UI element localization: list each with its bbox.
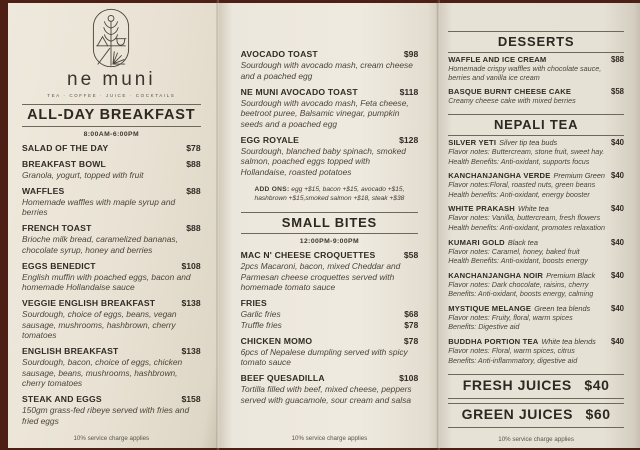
item-name: EGG ROYALE: [240, 134, 300, 145]
item-name: BREAKFAST BOWL: [22, 158, 106, 169]
item-subtitle: Premium Green: [553, 171, 605, 181]
tea-flavor-notes: Flavor notes: Floral, warm spices, citrus: [448, 345, 575, 355]
item-price: $138: [181, 346, 201, 356]
paper-fold-left: [216, 0, 219, 450]
menu-item-fries: [241, 298, 419, 330]
variant-label: Garlic fries: [240, 309, 281, 320]
menu-item: [241, 87, 419, 130]
tea-item: [448, 204, 624, 233]
item-name: MAC N' CHEESE CROQUETTES: [240, 250, 376, 261]
green-juices-banner: [448, 403, 624, 428]
item-row: [241, 298, 419, 308]
item-subtitle: Green tea blends: [534, 303, 591, 313]
juice-label: GREEN JUICES: [461, 405, 574, 422]
section-header-small-bites: [241, 212, 419, 234]
item-subtitle: White tea: [517, 204, 549, 214]
tea-benefits: Health benefits: Anti-oxidant, promotes relaxation: [448, 223, 605, 233]
item-row: [22, 159, 201, 169]
item-price: $40: [610, 270, 624, 280]
tea-benefits: Benefits: Anti-oxidant, boosts energy, calming: [448, 289, 594, 299]
menu-item: [22, 223, 201, 255]
tea-flavor-notes: Flavor notes: Buttercream, stone fruit, sweet hay.: [448, 147, 605, 157]
item-subtitle: Premium Black: [546, 270, 596, 280]
juice-price: $60: [585, 405, 611, 422]
item-row: [22, 186, 201, 196]
section-title: NEPALI TEA: [493, 117, 579, 133]
item-name: ENGLISH BREAKFAST: [22, 346, 119, 356]
item-row: [448, 271, 624, 280]
menu-item: [241, 336, 419, 368]
tea-flavor-notes: Flavor notes: Fruity, floral, warm spices: [448, 312, 573, 322]
item-row: [241, 49, 419, 59]
menu-panel-brunch-small-bites: [217, 3, 437, 448]
item-row: [448, 204, 624, 213]
tea-item: [448, 304, 624, 333]
item-name: BASQUE BURNT CHEESE CAKE: [448, 87, 572, 97]
item-description: 2pcs Macaroni, bacon, mixed Cheddar and Parmesan cheese croquettes served with homemade tomato sauce: [240, 261, 401, 293]
tea-flavor-notes: Flavor notes:Floral, roasted nuts, green beans: [448, 180, 596, 190]
item-price: $40: [610, 237, 624, 247]
ne-muni-logo-icon: [85, 8, 137, 68]
brand-name: ne muni: [67, 69, 156, 90]
item-description: Homemade crispy waffles with chocolate sauce, berries and vanilla ice cream: [448, 64, 602, 82]
item-name: WHITE PRAKASH: [448, 204, 515, 214]
item-price: $108: [399, 373, 419, 384]
item-name: NE MUNI AVOCADO TOAST: [240, 86, 358, 97]
menu-item: [241, 373, 419, 405]
item-row: [22, 394, 201, 404]
section-header-nepali-tea: [448, 114, 624, 136]
item-name: CHICKEN MOMO: [240, 335, 313, 346]
menu-item: [22, 159, 201, 181]
item-price: $40: [610, 336, 624, 346]
service-charge-note: 10% service charge applies: [498, 436, 574, 443]
fresh-juices-banner: [448, 374, 624, 399]
brand-block: [22, 8, 201, 98]
item-price: $78: [403, 335, 419, 346]
item-row: [22, 223, 201, 233]
item-row: [241, 87, 419, 97]
item-row: [22, 298, 201, 308]
tea-benefits: Health Benefits: Anti-oxidant, boosts energy: [448, 256, 588, 266]
breakfast-hours: 8:00AM-6:00PM: [83, 131, 140, 138]
variant-price: $78: [404, 320, 419, 331]
item-price: $40: [610, 138, 624, 148]
item-subtitle: Silver tip tea buds: [499, 138, 558, 148]
menu-paper: [8, 3, 640, 448]
tea-item: [448, 171, 624, 200]
juice-price: $40: [584, 376, 610, 393]
item-price: $88: [186, 158, 201, 169]
item-price: $88: [186, 185, 201, 196]
item-description: Homemade waffles with maple syrup and berries: [22, 196, 176, 217]
item-description: Brioche milk bread, caramelized bananas, chocolate syrup, honey and berries: [22, 234, 178, 255]
menu-item: [448, 87, 624, 106]
item-price: $128: [399, 134, 419, 145]
tea-benefits: Benefits: Anti-inflammatory, digestive aid: [448, 355, 578, 365]
item-price: $40: [610, 204, 624, 214]
item-row: [241, 135, 419, 145]
tea-flavor-notes: Flavor notes: Dark chocolate, raisins, cherry: [448, 279, 589, 289]
item-row: [241, 373, 419, 383]
service-charge-note: 10% service charge applies: [291, 435, 368, 442]
brand-tagline: TEA · COFFEE · JUICE · COCKTAILS: [47, 93, 176, 98]
item-description: 6pcs of Nepalese dumpling served with spicy tomato sauce: [240, 346, 408, 368]
item-name: BEEF QUESADILLA: [240, 373, 325, 384]
item-name: WAFFLES: [22, 185, 65, 196]
item-variant: [241, 320, 419, 330]
tea-benefits: Benefits: Digestive aid: [448, 322, 520, 332]
menu-panel-breakfast: [8, 3, 217, 448]
tea-flavor-notes: Flavor notes: Vanilla, buttercream, fresh flowers: [448, 213, 601, 223]
menu-item: [22, 346, 201, 389]
add-ons-text: egg +$15, bacon +$15, avocado +$15, hashbrown +$15,smoked salmon +$18, steak +$38: [254, 185, 405, 203]
item-description: Sourdough with avocado mash, cream cheese and a poached egg: [240, 60, 413, 81]
tea-item: [448, 138, 624, 167]
item-row: [448, 238, 624, 247]
item-name: KANCHANJANGHA NOIR: [448, 270, 544, 280]
tea-item: [448, 337, 624, 366]
item-name: VEGGIE ENGLISH BREAKFAST: [22, 298, 156, 308]
menu-item: [241, 250, 419, 293]
section-title: DESSERTS: [497, 34, 575, 49]
tea-item: [448, 271, 624, 300]
menu-item: [448, 55, 624, 83]
item-row: [448, 138, 624, 147]
menu-item: [22, 298, 201, 341]
menu-item: [241, 135, 419, 178]
item-price: $88: [186, 223, 201, 233]
item-name: FRENCH TOAST: [22, 223, 92, 233]
small-bites-hours: 12:00PM-9:00PM: [299, 238, 360, 246]
item-subtitle: Black tea: [507, 237, 538, 247]
item-name: SILVER YETI: [448, 138, 497, 148]
item-subtitle: White tea blends: [541, 336, 596, 346]
menu-item: [241, 49, 419, 81]
item-row: [241, 336, 419, 346]
item-row: [22, 346, 201, 356]
section-title: ALL-DAY BREAKFAST: [27, 107, 196, 123]
item-name: KUMARI GOLD: [448, 237, 505, 247]
menu-item: [22, 261, 201, 293]
item-name: BUDDHA PORTION TEA: [448, 336, 539, 346]
item-description: Sourdough, blanched baby spinach, smoked salmon, poached eggs topped with Hollandaise, roasted potatoes: [240, 145, 406, 177]
item-name: MYSTIQUE MELANGE: [448, 303, 532, 313]
section-title: SMALL BITES: [281, 215, 378, 231]
variant-label: Truffle fries: [240, 320, 282, 331]
tea-item: [448, 238, 624, 267]
add-ons-note: [249, 185, 411, 205]
item-row: [22, 261, 201, 271]
item-name: KANCHANJANGHA VERDE: [448, 171, 551, 181]
section-header-desserts: [448, 31, 624, 53]
item-description: Sourdough with avocado mash, Feta cheese, beetroot puree, Balsamic vinegar, pumpkin seeds and a poached egg: [240, 97, 409, 129]
item-description: English muffin with poached eggs, bacon and homemade Hollandaise sauce: [22, 271, 191, 292]
tea-benefits: Health benefits: Anti-oxidant, energy booster: [448, 190, 590, 200]
item-name: WAFFLE AND ICE CREAM: [448, 55, 547, 64]
juice-label: FRESH JUICES: [462, 376, 572, 393]
variant-price: $68: [404, 309, 419, 320]
item-description: Creamy cheese cake with mixed berries: [448, 96, 576, 106]
item-name: AVOCADO TOAST: [240, 49, 318, 59]
item-row: [22, 143, 201, 153]
item-name: FRIES: [240, 298, 267, 309]
tea-benefits: Health Benefits: Anti-oxidant, supports focus: [448, 157, 590, 167]
item-price: $58: [610, 87, 624, 97]
item-price: $88: [610, 55, 624, 64]
item-row: [448, 55, 624, 64]
item-price: $98: [403, 49, 419, 59]
item-name: EGGS BENEDICT: [22, 260, 96, 271]
item-price: $118: [399, 86, 419, 97]
item-row: [448, 171, 624, 180]
item-name: SALAD OF THE DAY: [22, 143, 109, 153]
item-description: 150gm grass-fed ribeye served with fries and fried eggs: [22, 405, 190, 426]
tea-flavor-notes: Flavor notes: Caramel, honey, baked fruit: [448, 246, 580, 256]
item-row: [448, 304, 624, 313]
item-row: [448, 337, 624, 346]
menu-item: [22, 394, 201, 426]
add-ons-label: ADD ONS:: [254, 185, 290, 193]
paper-fold-right: [437, 0, 440, 450]
item-price: $40: [610, 171, 624, 181]
menu-panel-desserts-tea: [436, 3, 640, 448]
menu-item: [22, 186, 201, 218]
item-row: [241, 250, 419, 260]
item-description: Tortilla filled with beef, mixed cheese, peppers served with guacamole, sour cream and salsa: [240, 384, 412, 405]
service-charge-note: 10% service charge applies: [73, 435, 150, 442]
item-price: $40: [610, 303, 624, 313]
item-description: Sourdough, choice of eggs, beans, vegan sausage, mushrooms, hashbrown, cherry tomatoes: [22, 309, 177, 340]
menu-item: [22, 143, 201, 153]
section-header-breakfast: [22, 104, 201, 127]
item-description: Sourdough, bacon, choice of eggs, chicken sausage, beans, mushrooms, hashbrown, cherry tomatoes: [22, 357, 183, 388]
item-description: Granola, yogurt, topped with fruit: [22, 169, 144, 180]
item-variant: [241, 309, 419, 319]
item-price: $78: [186, 143, 201, 153]
item-name: STEAK AND EGGS: [22, 394, 102, 404]
item-price: $158: [181, 394, 201, 404]
item-price: $58: [403, 250, 419, 261]
item-price: $108: [181, 260, 201, 271]
item-price: $138: [181, 298, 201, 308]
item-row: [448, 87, 624, 96]
